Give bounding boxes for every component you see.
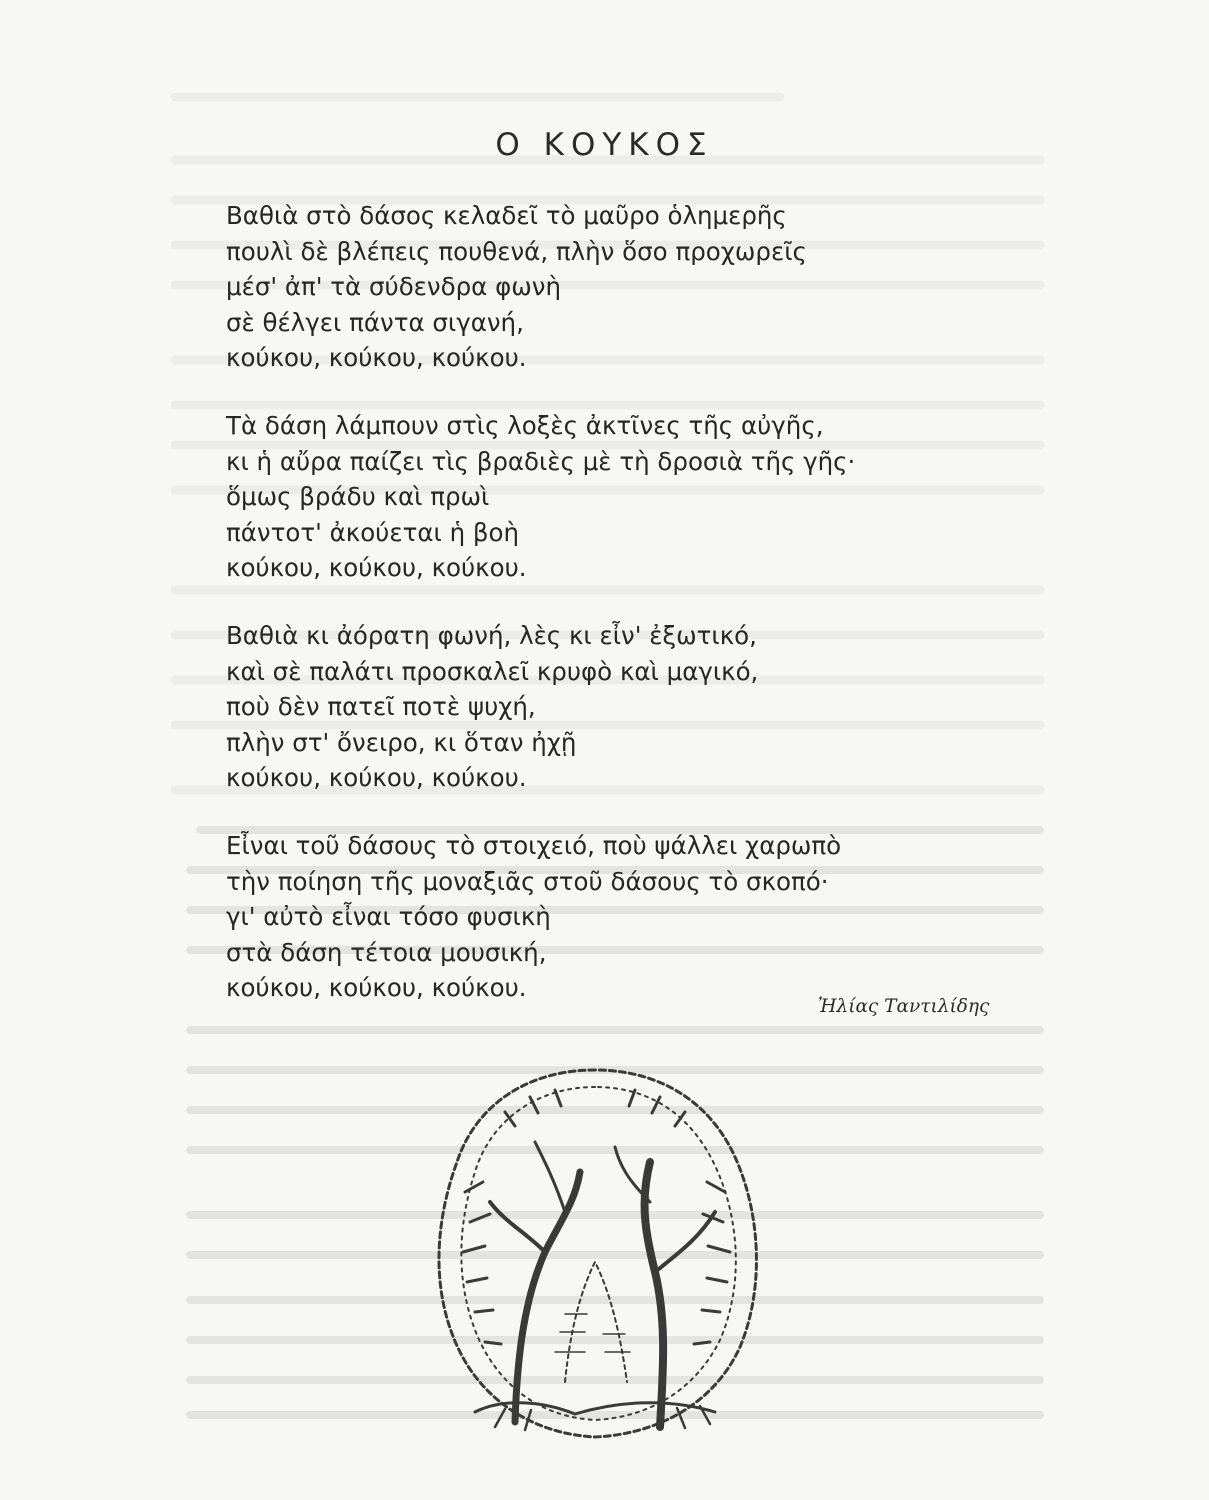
poem-line: καὶ σὲ παλάτι προσκαλεῖ κρυφὸ καὶ μαγικό, <box>226 656 759 686</box>
stanza <box>226 198 1026 376</box>
poem-line: ὅμως βράδυ καὶ πρωὶ <box>226 482 490 512</box>
poem-line: ποὺ δὲν πατεῖ ποτὲ ψυχή, <box>226 692 536 722</box>
poem-line: τὴν ποίηση τῆς μοναξιᾶς στοῦ δάσους τὸ σκοπό· <box>226 866 829 896</box>
poem-line: στὰ δάση τέτοια μουσική, <box>226 937 547 967</box>
poem-line: γι' αὐτὸ εἶναι τόσο φυσικὴ <box>226 902 551 932</box>
poem-line: σὲ θέλγει πάντα σιγανή, <box>226 307 524 337</box>
poem-line: Εἶναι τοῦ δάσους τὸ στοιχειό, ποὺ ψάλλει χαρωπὸ <box>226 830 842 860</box>
poem-line: πουλὶ δὲ βλέπεις πουθενά, πλὴν ὅσο προχωρεῖς <box>226 236 807 266</box>
poem-line: κούκου, κούκου, κούκου. <box>226 973 527 1003</box>
poem-line: Βαθιὰ κι ἀόρατη φωνή, λὲς κι εἶν' ἐξωτικό, <box>226 620 757 650</box>
poem-line: κούκου, κούκου, κούκου. <box>226 343 527 373</box>
stanza <box>226 408 1026 586</box>
poem-author: Ἠλίας Ταντιλίδης <box>818 996 990 1017</box>
poem-line: Βαθιὰ στὸ δάσος κελαδεῖ τὸ μαῦρο ὁλημερῆς <box>226 201 787 230</box>
poem-line: μέσ' ἀπ' τὰ σύδενδρα φωνὴ <box>226 272 561 302</box>
poem-line: κούκου, κούκου, κούκου. <box>226 763 527 793</box>
forest-tree-engraving-icon <box>405 1052 785 1442</box>
poem-line: Τὰ δάση λάμπουν στὶς λοξὲς ἀκτῖνες τῆς αὐγῆς, <box>226 410 824 440</box>
poem-line: πάντοτ' ἀκούεται ἡ βοὴ <box>226 517 520 547</box>
poem-line: κούκου, κούκου, κούκου. <box>226 553 527 583</box>
poem-title: Ο ΚΟΥΚΟΣ <box>495 127 714 163</box>
stanza <box>226 618 1026 796</box>
poem-line: κι ἡ αὔρα παίζει τὶς βραδιὲς μὲ τὴ δροσιὰ τῆς γῆς· <box>226 446 856 476</box>
stanza <box>226 828 1026 1006</box>
poem-line: πλὴν στ' ὄνειρο, κι ὅταν ἠχῇ <box>226 727 577 757</box>
poem-body <box>226 198 1026 1038</box>
